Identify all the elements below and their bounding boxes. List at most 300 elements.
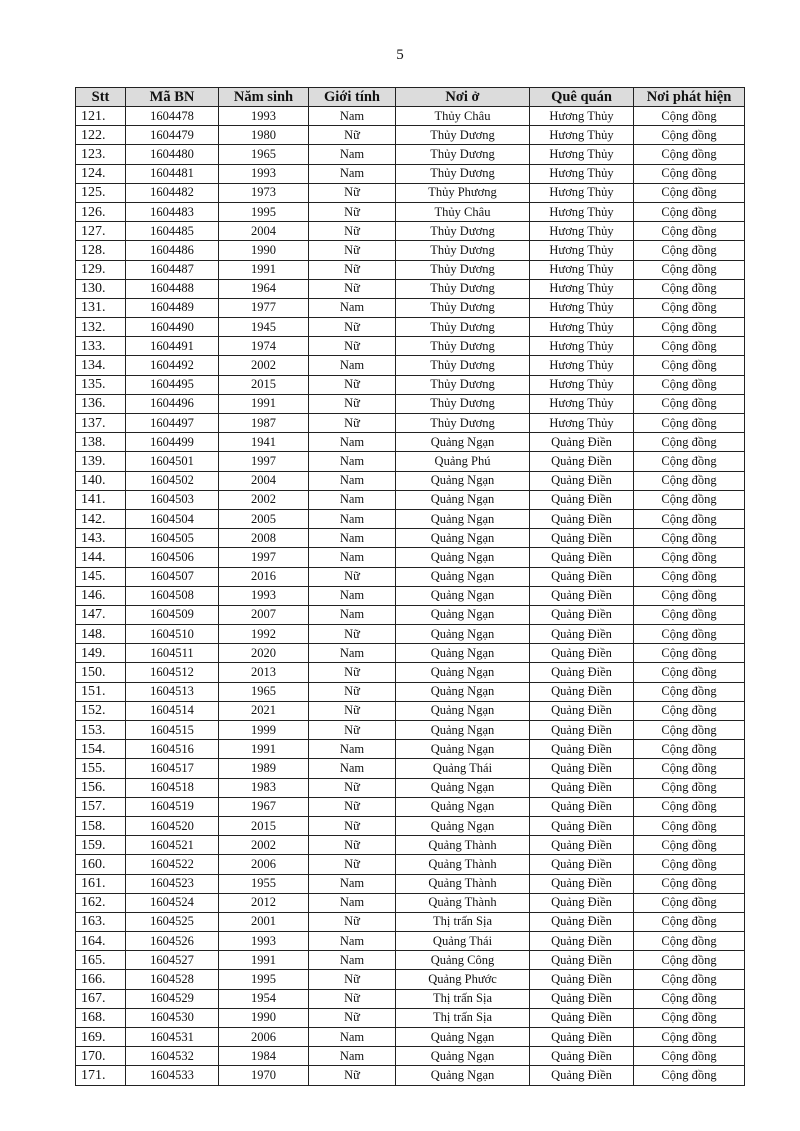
table-row [76,145,745,164]
gender-cell: Nam [309,586,396,605]
header-stt: Stt [76,88,126,107]
residence-cell: Quảng Ngạn [396,509,530,528]
residence-cell: Thủy Dương [396,356,530,375]
patient-code-cell: 1604481 [126,164,219,183]
table-row [76,337,745,356]
gender-cell: Nam [309,548,396,567]
patient-code-cell: 1604524 [126,893,219,912]
residence-cell: Quảng Ngạn [396,605,530,624]
detection-place-cell: Cộng đồng [634,260,745,279]
patient-code-cell: 1604503 [126,490,219,509]
stt-cell: 162. [76,893,126,912]
patient-code-cell: 1604505 [126,529,219,548]
detection-place-cell: Cộng đồng [634,318,745,337]
stt-cell: 137. [76,414,126,433]
gender-cell: Nữ [309,1008,396,1027]
patient-code-cell: 1604489 [126,298,219,317]
detection-place-cell: Cộng đồng [634,126,745,145]
patient-code-cell: 1604520 [126,816,219,835]
residence-cell: Quảng Ngạn [396,1066,530,1085]
birth-year-cell: 1991 [219,260,309,279]
birth-year-cell: 2015 [219,375,309,394]
patient-code-cell: 1604530 [126,1008,219,1027]
stt-cell: 124. [76,164,126,183]
residence-cell: Quảng Ngạn [396,586,530,605]
stt-cell: 146. [76,586,126,605]
hometown-cell: Quảng Điền [530,721,634,740]
hometown-cell: Quảng Điền [530,778,634,797]
stt-cell: 150. [76,663,126,682]
table-row [76,548,745,567]
table-row [76,874,745,893]
hometown-cell: Quảng Điền [530,1008,634,1027]
birth-year-cell: 2013 [219,663,309,682]
stt-cell: 153. [76,721,126,740]
detection-place-cell: Cộng đồng [634,414,745,433]
stt-cell: 163. [76,912,126,931]
table-row [76,797,745,816]
birth-year-cell: 1967 [219,797,309,816]
table-row [76,663,745,682]
detection-place-cell: Cộng đồng [634,1008,745,1027]
stt-cell: 130. [76,279,126,298]
hometown-cell: Hương Thủy [530,222,634,241]
residence-cell: Thủy Dương [396,414,530,433]
residence-cell: Thủy Dương [396,241,530,260]
stt-cell: 164. [76,932,126,951]
table-row [76,740,745,759]
stt-cell: 166. [76,970,126,989]
gender-cell: Nam [309,893,396,912]
residence-cell: Thủy Phương [396,183,530,202]
patient-code-cell: 1604510 [126,625,219,644]
hometown-cell: Hương Thủy [530,298,634,317]
patient-code-cell: 1604518 [126,778,219,797]
birth-year-cell: 1954 [219,989,309,1008]
table-row [76,260,745,279]
birth-year-cell: 1973 [219,183,309,202]
detection-place-cell: Cộng đồng [634,375,745,394]
residence-cell: Quảng Thái [396,759,530,778]
birth-year-cell: 2004 [219,471,309,490]
patient-code-cell: 1604480 [126,145,219,164]
residence-cell: Quảng Công [396,951,530,970]
stt-cell: 127. [76,222,126,241]
residence-cell: Quảng Ngạn [396,797,530,816]
detection-place-cell: Cộng đồng [634,222,745,241]
birth-year-cell: 2002 [219,836,309,855]
hometown-cell: Quảng Điền [530,509,634,528]
detection-place-cell: Cộng đồng [634,855,745,874]
residence-cell: Quảng Ngạn [396,490,530,509]
table-row [76,222,745,241]
case-table-header [76,88,745,107]
hometown-cell: Quảng Điền [530,989,634,1008]
birth-year-cell: 1980 [219,126,309,145]
table-row [76,567,745,586]
table-row [76,644,745,663]
detection-place-cell: Cộng đồng [634,471,745,490]
stt-cell: 132. [76,318,126,337]
birth-year-cell: 1955 [219,874,309,893]
birth-year-cell: 1990 [219,1008,309,1027]
hometown-cell: Quảng Điền [530,816,634,835]
birth-year-cell: 2012 [219,893,309,912]
residence-cell: Quảng Thái [396,932,530,951]
patient-code-cell: 1604483 [126,202,219,221]
gender-cell: Nam [309,1047,396,1066]
birth-year-cell: 1995 [219,970,309,989]
detection-place-cell: Cộng đồng [634,625,745,644]
gender-cell: Nữ [309,1066,396,1085]
gender-cell: Nữ [309,337,396,356]
hometown-cell: Quảng Điền [530,529,634,548]
patient-code-cell: 1604513 [126,682,219,701]
detection-place-cell: Cộng đồng [634,529,745,548]
detection-place-cell: Cộng đồng [634,490,745,509]
patient-code-cell: 1604482 [126,183,219,202]
table-row [76,970,745,989]
gender-cell: Nữ [309,625,396,644]
detection-place-cell: Cộng đồng [634,682,745,701]
birth-year-cell: 2006 [219,1028,309,1047]
patient-code-cell: 1604512 [126,663,219,682]
detection-place-cell: Cộng đồng [634,701,745,720]
patient-code-cell: 1604502 [126,471,219,490]
hometown-cell: Quảng Điền [530,605,634,624]
hometown-cell: Quảng Điền [530,797,634,816]
hometown-cell: Quảng Điền [530,1066,634,1085]
header-gender: Giới tính [309,88,396,107]
stt-cell: 148. [76,625,126,644]
detection-place-cell: Cộng đồng [634,874,745,893]
residence-cell: Quảng Phước [396,970,530,989]
birth-year-cell: 2002 [219,356,309,375]
hometown-cell: Quảng Điền [530,701,634,720]
detection-place-cell: Cộng đồng [634,279,745,298]
table-row [76,989,745,1008]
birth-year-cell: 1945 [219,318,309,337]
residence-cell: Thủy Dương [396,337,530,356]
birth-year-cell: 1941 [219,433,309,452]
page-number: 5 [396,47,404,63]
patient-code-cell: 1604488 [126,279,219,298]
table-row [76,414,745,433]
table-row [76,433,745,452]
gender-cell: Nữ [309,318,396,337]
birth-year-cell: 2016 [219,567,309,586]
table-row [76,279,745,298]
detection-place-cell: Cộng đồng [634,951,745,970]
patient-code-cell: 1604523 [126,874,219,893]
hometown-cell: Quảng Điền [530,471,634,490]
birth-year-cell: 2020 [219,644,309,663]
detection-place-cell: Cộng đồng [634,644,745,663]
table-row [76,682,745,701]
case-table [75,87,745,1086]
residence-cell: Quảng Ngạn [396,1047,530,1066]
stt-cell: 158. [76,816,126,835]
stt-cell: 139. [76,452,126,471]
residence-cell: Quảng Thành [396,874,530,893]
gender-cell: Nữ [309,279,396,298]
stt-cell: 165. [76,951,126,970]
table-row [76,701,745,720]
patient-code-cell: 1604514 [126,701,219,720]
patient-code-cell: 1604532 [126,1047,219,1066]
hometown-cell: Hương Thủy [530,414,634,433]
gender-cell: Nữ [309,816,396,835]
residence-cell: Quảng Phú [396,452,530,471]
gender-cell: Nam [309,164,396,183]
patient-code-cell: 1604516 [126,740,219,759]
residence-cell: Quảng Ngạn [396,778,530,797]
gender-cell: Nam [309,644,396,663]
table-row [76,625,745,644]
gender-cell: Nam [309,1028,396,1047]
detection-place-cell: Cộng đồng [634,893,745,912]
detection-place-cell: Cộng đồng [634,759,745,778]
stt-cell: 145. [76,567,126,586]
hometown-cell: Hương Thủy [530,164,634,183]
detection-place-cell: Cộng đồng [634,548,745,567]
detection-place-cell: Cộng đồng [634,989,745,1008]
stt-cell: 170. [76,1047,126,1066]
birth-year-cell: 1987 [219,414,309,433]
detection-place-cell: Cộng đồng [634,337,745,356]
residence-cell: Thủy Dương [396,222,530,241]
stt-cell: 154. [76,740,126,759]
stt-cell: 126. [76,202,126,221]
birth-year-cell: 1977 [219,298,309,317]
residence-cell: Quảng Ngạn [396,644,530,663]
detection-place-cell: Cộng đồng [634,164,745,183]
residence-cell: Thủy Dương [396,318,530,337]
patient-code-cell: 1604496 [126,394,219,413]
patient-code-cell: 1604490 [126,318,219,337]
stt-cell: 161. [76,874,126,893]
detection-place-cell: Cộng đồng [634,356,745,375]
hometown-cell: Quảng Điền [530,759,634,778]
patient-code-cell: 1604492 [126,356,219,375]
patient-code-cell: 1604501 [126,452,219,471]
stt-cell: 159. [76,836,126,855]
residence-cell: Thị trấn Sịa [396,1008,530,1027]
gender-cell: Nam [309,874,396,893]
detection-place-cell: Cộng đồng [634,586,745,605]
header-birth-year: Năm sinh [219,88,309,107]
stt-cell: 144. [76,548,126,567]
header-hometown: Quê quán [530,88,634,107]
detection-place-cell: Cộng đồng [634,740,745,759]
hometown-cell: Quảng Điền [530,874,634,893]
detection-place-cell: Cộng đồng [634,298,745,317]
birth-year-cell: 1993 [219,107,309,126]
birth-year-cell: 2006 [219,855,309,874]
birth-year-cell: 1965 [219,682,309,701]
detection-place-cell: Cộng đồng [634,202,745,221]
stt-cell: 121. [76,107,126,126]
birth-year-cell: 1989 [219,759,309,778]
residence-cell: Thủy Dương [396,279,530,298]
table-row [76,893,745,912]
hometown-cell: Quảng Điền [530,625,634,644]
gender-cell: Nam [309,951,396,970]
residence-cell: Thủy Châu [396,107,530,126]
birth-year-cell: 2008 [219,529,309,548]
detection-place-cell: Cộng đồng [634,816,745,835]
residence-cell: Quảng Ngạn [396,625,530,644]
gender-cell: Nữ [309,797,396,816]
stt-cell: 142. [76,509,126,528]
residence-cell: Quảng Ngạn [396,433,530,452]
birth-year-cell: 1991 [219,951,309,970]
hometown-cell: Hương Thủy [530,318,634,337]
gender-cell: Nữ [309,701,396,720]
gender-cell: Nữ [309,183,396,202]
gender-cell: Nữ [309,260,396,279]
residence-cell: Thủy Dương [396,145,530,164]
table-row [76,586,745,605]
hometown-cell: Quảng Điền [530,932,634,951]
patient-code-cell: 1604486 [126,241,219,260]
table-row [76,912,745,931]
patient-code-cell: 1604526 [126,932,219,951]
gender-cell: Nữ [309,394,396,413]
hometown-cell: Quảng Điền [530,682,634,701]
birth-year-cell: 1999 [219,721,309,740]
table-row [76,721,745,740]
patient-code-cell: 1604487 [126,260,219,279]
patient-code-cell: 1604528 [126,970,219,989]
patient-code-cell: 1604506 [126,548,219,567]
hometown-cell: Quảng Điền [530,433,634,452]
hometown-cell: Quảng Điền [530,567,634,586]
birth-year-cell: 2004 [219,222,309,241]
detection-place-cell: Cộng đồng [634,912,745,931]
gender-cell: Nữ [309,682,396,701]
gender-cell: Nữ [309,241,396,260]
patient-code-cell: 1604491 [126,337,219,356]
table-row [76,471,745,490]
table-row [76,241,745,260]
hometown-cell: Quảng Điền [530,893,634,912]
patient-code-cell: 1604497 [126,414,219,433]
gender-cell: Nữ [309,222,396,241]
patient-code-cell: 1604522 [126,855,219,874]
gender-cell: Nữ [309,855,396,874]
patient-code-cell: 1604515 [126,721,219,740]
table-row [76,183,745,202]
table-row [76,202,745,221]
hometown-cell: Quảng Điền [530,951,634,970]
stt-cell: 123. [76,145,126,164]
hometown-cell: Quảng Điền [530,452,634,471]
stt-cell: 149. [76,644,126,663]
gender-cell: Nữ [309,414,396,433]
table-row [76,1028,745,1047]
gender-cell: Nữ [309,202,396,221]
detection-place-cell: Cộng đồng [634,241,745,260]
header-detection-place: Nơi phát hiện [634,88,745,107]
detection-place-cell: Cộng đồng [634,183,745,202]
stt-cell: 167. [76,989,126,1008]
gender-cell: Nam [309,433,396,452]
birth-year-cell: 2021 [219,701,309,720]
stt-cell: 128. [76,241,126,260]
table-row [76,605,745,624]
residence-cell: Quảng Ngạn [396,567,530,586]
table-row [76,529,745,548]
header-residence: Nơi ở [396,88,530,107]
table-row [76,394,745,413]
stt-cell: 156. [76,778,126,797]
residence-cell: Quảng Ngạn [396,701,530,720]
stt-cell: 134. [76,356,126,375]
hometown-cell: Quảng Điền [530,1028,634,1047]
detection-place-cell: Cộng đồng [634,452,745,471]
birth-year-cell: 1997 [219,548,309,567]
patient-code-cell: 1604478 [126,107,219,126]
birth-year-cell: 1965 [219,145,309,164]
hometown-cell: Hương Thủy [530,202,634,221]
gender-cell: Nữ [309,912,396,931]
detection-place-cell: Cộng đồng [634,1028,745,1047]
hometown-cell: Quảng Điền [530,548,634,567]
hometown-cell: Quảng Điền [530,1047,634,1066]
table-row [76,356,745,375]
patient-code-cell: 1604485 [126,222,219,241]
birth-year-cell: 1997 [219,452,309,471]
birth-year-cell: 2005 [219,509,309,528]
header-patient-code: Mã BN [126,88,219,107]
patient-code-cell: 1604519 [126,797,219,816]
detection-place-cell: Cộng đồng [634,567,745,586]
residence-cell: Quảng Ngạn [396,663,530,682]
patient-code-cell: 1604521 [126,836,219,855]
detection-place-cell: Cộng đồng [634,797,745,816]
gender-cell: Nữ [309,721,396,740]
birth-year-cell: 1993 [219,586,309,605]
patient-code-cell: 1604529 [126,989,219,1008]
gender-cell: Nam [309,605,396,624]
hometown-cell: Hương Thủy [530,126,634,145]
hometown-cell: Hương Thủy [530,183,634,202]
gender-cell: Nữ [309,989,396,1008]
gender-cell: Nam [309,490,396,509]
residence-cell: Quảng Ngạn [396,682,530,701]
hometown-cell: Quảng Điền [530,855,634,874]
residence-cell: Quảng Ngạn [396,471,530,490]
table-row [76,1047,745,1066]
residence-cell: Quảng Ngạn [396,1028,530,1047]
stt-cell: 160. [76,855,126,874]
patient-code-cell: 1604533 [126,1066,219,1085]
patient-code-cell: 1604504 [126,509,219,528]
detection-place-cell: Cộng đồng [634,932,745,951]
stt-cell: 138. [76,433,126,452]
stt-cell: 141. [76,490,126,509]
patient-code-cell: 1604508 [126,586,219,605]
gender-cell: Nữ [309,836,396,855]
patient-code-cell: 1604531 [126,1028,219,1047]
case-table-body [76,107,745,1086]
stt-cell: 171. [76,1066,126,1085]
birth-year-cell: 1983 [219,778,309,797]
birth-year-cell: 1995 [219,202,309,221]
detection-place-cell: Cộng đồng [634,605,745,624]
stt-cell: 125. [76,183,126,202]
